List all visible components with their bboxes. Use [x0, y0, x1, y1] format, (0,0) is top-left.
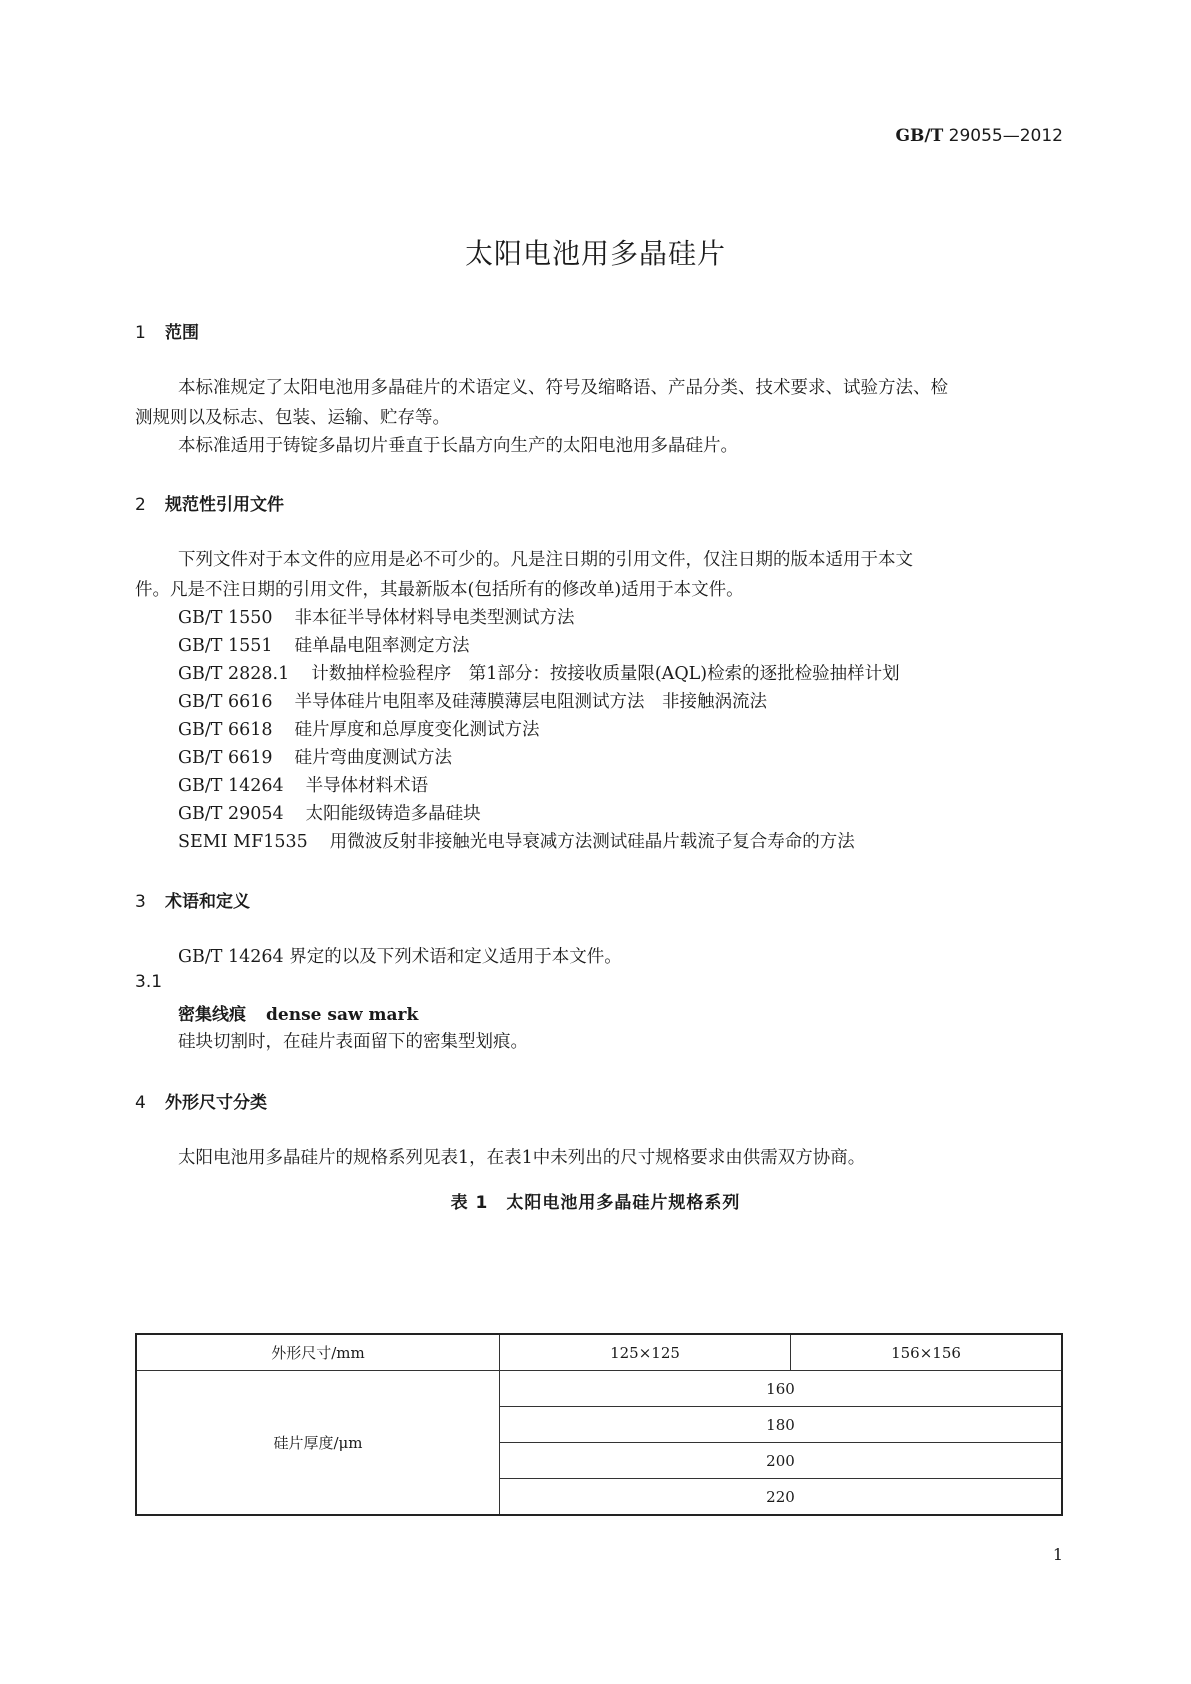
reference-item — [178, 632, 470, 657]
reference-code: GB/T 1551 — [178, 636, 273, 656]
section-3-title: 术语和定义 — [165, 892, 250, 912]
table-row — [136, 1371, 1062, 1407]
clause-3-1-number: 3.1 — [135, 972, 163, 992]
section-1-para-1-line-1: 本标准规定了太阳电池用多晶硅片的术语定义、符号及缩略语、产品分类、技术要求、试验方法、检 — [178, 378, 948, 398]
reference-item — [178, 688, 767, 713]
thickness-cell: 160 — [500, 1371, 1063, 1407]
reference-item — [178, 604, 575, 629]
reference-code: GB/T 2828.1 — [178, 664, 290, 684]
reference-code: GB/T 6616 — [178, 692, 273, 712]
reference-code: GB/T 6618 — [178, 720, 273, 740]
reference-code: GB/T 6619 — [178, 748, 273, 768]
section-4-title: 外形尺寸分类 — [165, 1093, 267, 1113]
section-1-para-2: 本标准适用于铸锭多晶切片垂直于长晶方向生产的太阳电池用多晶硅片。 — [178, 436, 738, 456]
reference-item — [178, 800, 481, 825]
spec-table — [135, 1333, 1063, 1516]
reference-code: GB/T 1550 — [178, 608, 273, 628]
term-definition: 硅块切割时，在硅片表面留下的密集型划痕。 — [178, 1032, 528, 1052]
section-1-para-1-line-2: 测规则以及标志、包装、运输、贮存等。 — [135, 408, 450, 428]
reference-code: GB/T 14264 — [178, 776, 284, 796]
reference-item — [178, 772, 428, 797]
section-1-number: 1 — [135, 323, 146, 343]
reference-item — [178, 744, 452, 769]
term-chinese: 密集线痕 — [178, 1005, 246, 1025]
reference-title: 计数抽样检验程序 第1部分：按接收质量限(AQL)检索的逐批检验抽样计划 — [311, 664, 900, 684]
reference-title: 非本征半导体材料导电类型测试方法 — [294, 608, 575, 628]
reference-title: 太阳能级铸造多晶硅块 — [305, 804, 481, 824]
document-title: 太阳电池用多晶硅片 — [464, 237, 726, 270]
reference-title: 硅片弯曲度测试方法 — [294, 748, 453, 768]
header-cell-size: 外形尺寸/mm — [136, 1334, 500, 1371]
section-2-number: 2 — [135, 495, 146, 515]
reference-item — [178, 660, 900, 685]
term-entry — [178, 1000, 418, 1025]
standard-code-number: 29055—2012 — [948, 126, 1063, 146]
reference-title: 半导体材料术语 — [305, 776, 429, 796]
reference-code: SEMI MF1535 — [178, 832, 308, 852]
section-3-heading — [135, 887, 250, 912]
reference-item — [178, 716, 540, 741]
thickness-cell: 220 — [500, 1479, 1063, 1516]
section-2-heading — [135, 490, 284, 515]
reference-title: 半导体硅片电阻率及硅薄膜薄层电阻测试方法 非接触涡流法 — [294, 692, 768, 712]
standard-code-prefix: GB/T — [895, 126, 944, 146]
section-2-title: 规范性引用文件 — [165, 495, 284, 515]
section-2-para-line-1: 下列文件对于本文件的应用是必不可少的。凡是注日期的引用文件，仅注日期的版本适用于本文 — [178, 550, 913, 570]
reference-item — [178, 828, 855, 853]
section-2-para-line-2: 件。凡是不注日期的引用文件，其最新版本(包括所有的修改单)适用于本文件。 — [135, 580, 744, 600]
section-4-number: 4 — [135, 1093, 146, 1113]
page-number: 1 — [1052, 1545, 1063, 1564]
table-row — [136, 1334, 1062, 1371]
section-3-para: GB/T 14264 界定的以及下列术语和定义适用于本文件。 — [178, 947, 622, 967]
header-cell-size-a: 125×125 — [500, 1334, 791, 1371]
section-4-heading — [135, 1088, 267, 1113]
reference-title: 硅单晶电阻率测定方法 — [294, 636, 470, 656]
reference-code: GB/T 29054 — [178, 804, 284, 824]
reference-title: 硅片厚度和总厚度变化测试方法 — [294, 720, 540, 740]
table-caption: 表 1 太阳电池用多晶硅片规格系列 — [450, 1193, 741, 1213]
section-1-title: 范围 — [165, 323, 199, 343]
section-1-heading — [135, 318, 199, 343]
label-cell-thickness: 硅片厚度/μm — [136, 1371, 500, 1516]
term-english: dense saw mark — [266, 1005, 419, 1025]
header-cell-size-b: 156×156 — [791, 1334, 1063, 1371]
section-3-number: 3 — [135, 892, 146, 912]
thickness-cell: 200 — [500, 1443, 1063, 1479]
standard-code — [896, 126, 1064, 146]
section-4-para: 太阳电池用多晶硅片的规格系列见表1，在表1中未列出的尺寸规格要求由供需双方协商。 — [178, 1148, 866, 1168]
reference-title: 用微波反射非接触光电导衰减方法测试硅晶片载流子复合寿命的方法 — [329, 832, 855, 852]
thickness-cell: 180 — [500, 1407, 1063, 1443]
